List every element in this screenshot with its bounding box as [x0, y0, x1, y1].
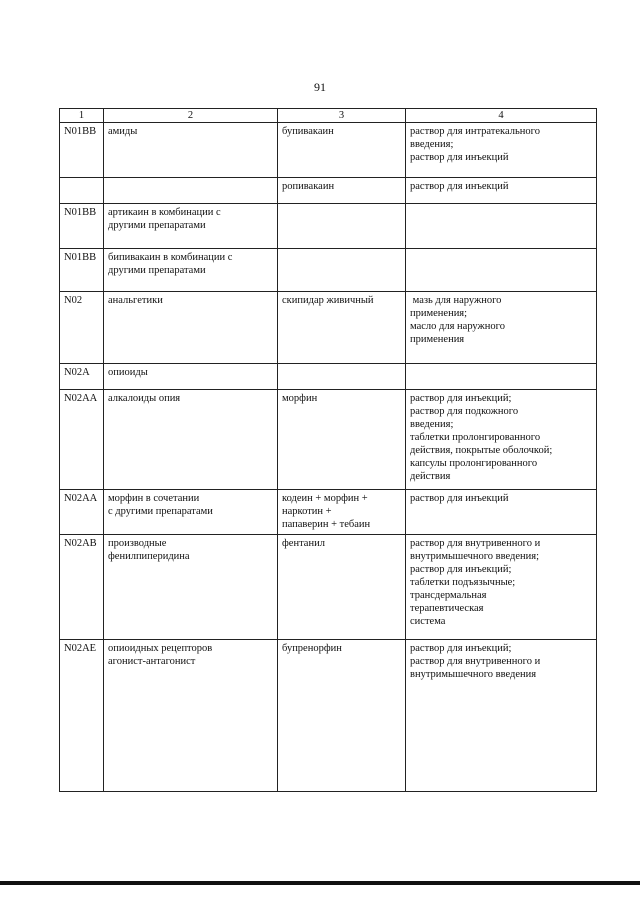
- cell-line: применения: [410, 334, 465, 345]
- cell-line: применения;: [410, 308, 468, 319]
- cell-line: система: [410, 616, 446, 627]
- cell-line: раствор для подкожного: [410, 406, 519, 417]
- cell-line: другими препаратами: [108, 265, 206, 276]
- cell-line: кодеин + морфин +: [282, 493, 368, 504]
- cell-line: введения;: [410, 139, 454, 150]
- cell-line: раствор для внутривенного и: [410, 656, 541, 667]
- name-cell: [104, 123, 278, 178]
- code-cell: N01BB: [60, 204, 104, 249]
- cell-line: бупивакаин: [282, 126, 334, 137]
- substance-cell: [278, 178, 406, 204]
- cell-line: морфин: [282, 393, 318, 404]
- cell-line: агонист-антагонист: [108, 656, 196, 667]
- substance-cell: [278, 364, 406, 390]
- table-row: [60, 123, 597, 178]
- forms-cell: [406, 535, 597, 640]
- name-cell: [104, 640, 278, 792]
- forms-cell: [406, 292, 597, 364]
- cell-line: алкалоиды опия: [108, 393, 181, 404]
- cell-line: раствор для инъекций: [410, 181, 509, 192]
- name-cell: [104, 364, 278, 390]
- header-cell: 3: [278, 109, 406, 123]
- cell-line: наркотин +: [282, 506, 332, 517]
- cell-line: мазь для наружного: [410, 295, 502, 306]
- page-number: 91: [314, 80, 326, 94]
- forms-cell: [406, 204, 597, 249]
- header-cell: 4: [406, 109, 597, 123]
- bottom-rule: [0, 881, 640, 885]
- cell-line: раствор для интратекального: [410, 126, 540, 137]
- cell-line: капсулы пролонгированного: [410, 458, 538, 469]
- cell-line: фентанил: [282, 538, 325, 549]
- forms-cell: [406, 249, 597, 292]
- forms-cell: [406, 490, 597, 535]
- substance-cell: [278, 249, 406, 292]
- substance-cell: [278, 390, 406, 490]
- table-row: [60, 178, 597, 204]
- header-cell: 2: [104, 109, 278, 123]
- cell-line: раствор для внутривенного и: [410, 538, 541, 549]
- forms-cell: [406, 390, 597, 490]
- cell-line: терапевтическая: [410, 603, 484, 614]
- header-row: [60, 109, 597, 123]
- cell-line: действия, покрытые оболочкой;: [410, 445, 553, 456]
- cell-line: амиды: [108, 126, 138, 137]
- code-cell: N01BB: [60, 249, 104, 292]
- cell-line: действия: [410, 471, 451, 482]
- cell-line: трансдермальная: [410, 590, 487, 601]
- name-cell: [104, 204, 278, 249]
- cell-line: бупренорфин: [282, 643, 342, 654]
- cell-line: скипидар живичный: [282, 295, 374, 306]
- code-cell: N02: [60, 292, 104, 364]
- cell-line: раствор для инъекций;: [410, 643, 512, 654]
- table-row: [60, 490, 597, 535]
- drug-table: [59, 108, 597, 792]
- table-row: [60, 640, 597, 792]
- cell-line: раствор для инъекций: [410, 493, 509, 504]
- cell-line: бипивакаин в комбинации с: [108, 252, 233, 263]
- name-cell: [104, 249, 278, 292]
- name-cell: [104, 535, 278, 640]
- cell-line: раствор для инъекций;: [410, 393, 512, 404]
- substance-cell: [278, 292, 406, 364]
- code-cell: N02AA: [60, 390, 104, 490]
- name-cell: [104, 390, 278, 490]
- forms-cell: [406, 640, 597, 792]
- table-row: [60, 292, 597, 364]
- table-row: [60, 535, 597, 640]
- code-cell: N02AE: [60, 640, 104, 792]
- table-row: [60, 249, 597, 292]
- cell-line: опиоиды: [108, 367, 148, 378]
- code-cell: N02AB: [60, 535, 104, 640]
- forms-cell: [406, 123, 597, 178]
- name-cell: [104, 292, 278, 364]
- header-cell: 1: [60, 109, 104, 123]
- code-cell: N02AA: [60, 490, 104, 535]
- substance-cell: [278, 490, 406, 535]
- table-body: [60, 123, 597, 792]
- cell-line: таблетки подъязычные;: [410, 577, 516, 588]
- cell-line: таблетки пролонгированного: [410, 432, 541, 443]
- table-row: [60, 390, 597, 490]
- cell-line: раствор для инъекций: [410, 152, 509, 163]
- substance-cell: [278, 535, 406, 640]
- cell-line: артикаин в комбинации с: [108, 207, 221, 218]
- name-cell: [104, 178, 278, 204]
- cell-line: ропивакаин: [282, 181, 335, 192]
- cell-line: раствор для инъекций;: [410, 564, 512, 575]
- name-cell: [104, 490, 278, 535]
- cell-line: введения;: [410, 419, 454, 430]
- cell-line: морфин в сочетании: [108, 493, 200, 504]
- cell-line: фенилпиперидина: [108, 551, 190, 562]
- substance-cell: [278, 640, 406, 792]
- code-cell: N02A: [60, 364, 104, 390]
- cell-line: внутримышечного введения;: [410, 551, 540, 562]
- cell-line: анальгетики: [108, 295, 163, 306]
- code-cell: [60, 178, 104, 204]
- cell-line: масло для наружного: [410, 321, 505, 332]
- forms-cell: [406, 364, 597, 390]
- code-cell: N01BB: [60, 123, 104, 178]
- substance-cell: [278, 123, 406, 178]
- cell-line: папаверин + тебаин: [282, 519, 371, 530]
- cell-line: производные: [108, 538, 167, 549]
- cell-line: опиоидных рецепторов: [108, 643, 213, 654]
- cell-line: внутримышечного введения: [410, 669, 537, 680]
- table-row: [60, 364, 597, 390]
- cell-line: другими препаратами: [108, 220, 206, 231]
- substance-cell: [278, 204, 406, 249]
- cell-line: с другими препаратами: [108, 506, 213, 517]
- table-row: [60, 204, 597, 249]
- forms-cell: [406, 178, 597, 204]
